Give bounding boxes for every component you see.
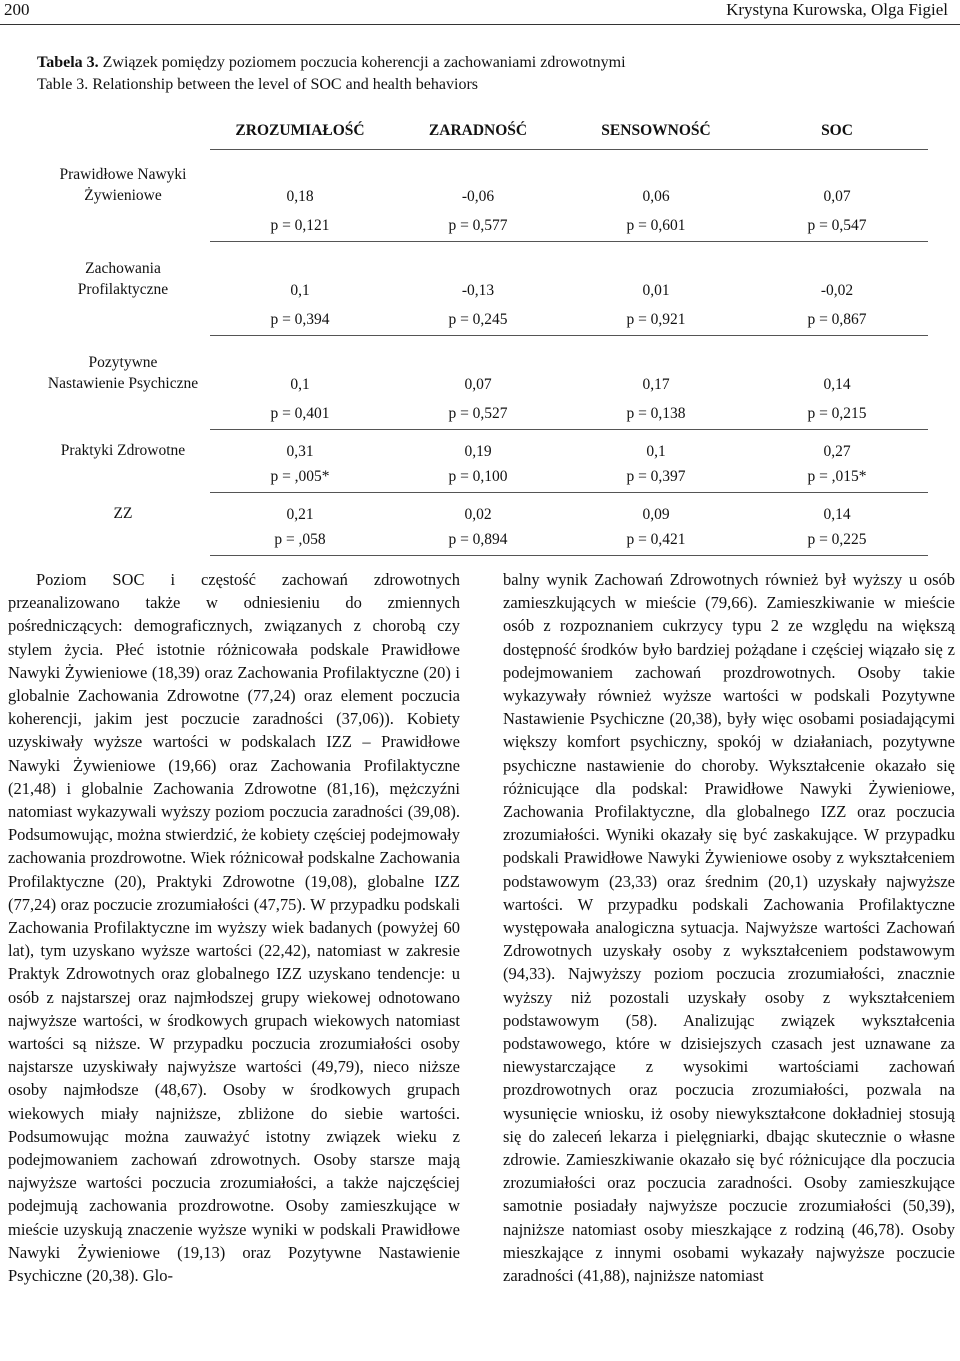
row-label-line: Nastawienie Psychiczne <box>47 375 199 392</box>
col-header: ZARADNOŚĆ <box>390 113 566 150</box>
table-row <box>36 242 928 305</box>
body-paragraph: Poziom SOC i częstość zachowań zdrowotnych przeanalizowano także w odniesieniu do zmiennych pośredniczących: demograficznych, związanych z chorobą czy stylem życia. Płeć istotnie różnicowała podskale Prawidłowe Nawyki Żywieniowe (18,39) oraz Zachowania Profilaktyczne (20) i globalnie Zachowania Zdrowotne (77,24) oraz element poczucia koherencji, jakim jest poczucie zaradności (37,06)). Kobiety uzyskiwały wyższe wartości w podskalach IZZ – Prawidłowe Nawyki Żywieniowe (19,66) oraz Zachowania Profilaktyczne (21,48) i globalnie Zachowania Zdrowotne (81,16), mężczyźni natomiast wykazywali wyższy poziom poczucia zaradności (39,08). Podsumowując, można stwierdzić, że kobiety częściej podejmowały zachowania prozdrowotne. Wiek różnicował podskalne Zachowania Profilaktyczne (20), Praktyki Zdrowotne (19,08), globalne IZZ (77,24) oraz poczucie zrozumiałości (47,75). W przypadku podskali Zachowania Profilaktyczne im wyższy wiek badanych (powyżej 60 lat), tym uzyskano wyższe wartości (22,42), natomiast w zakresie Praktyk Zdrowotnych oraz globalnego IZZ uzyskano tendencje: u osób z najstarszej oraz najmłodszej grupy wiekowej odnotowano najwyższe wartości, w środkowych grupach wiekowych natomiast wartości są niższe. W przypadku poczucia zrozumiałości osoby najstarsze uzyskiwały najwyższe wartości (49,79), nieco niższe osoby najmłodsze (48,67). Osoby w środkowych grupach wiekowych miały najniższe, zbliżone do siebie wartości. Podsumowując można zauważyć istotny związek wieku z podejmowaniem zachowań zdrowotnych. Osoby starsze mają najwyższe wartości poczucia zrozumiałości, a także najczęściej podejmują zachowania prozdrowotne. Osoby zamieszkujące w mieście uzyskują znaczenie wyższe wyniki w podskali Prawidłowe Nawyki Żywieniowe (19,13) oraz Pozytywne Nastawienie Psychiczne (20,38). Glo- <box>8 570 460 1286</box>
table-cell: 0,1 <box>290 376 310 393</box>
col-header: SENSOWNOŚĆ <box>566 113 746 150</box>
table-cell: 0,31 <box>286 443 314 460</box>
p-value-cell: p = ,015* <box>746 461 928 493</box>
table-row <box>36 430 928 462</box>
row-label <box>36 150 210 211</box>
row-label <box>36 430 210 462</box>
row-label-line: Żywieniowe <box>84 187 162 204</box>
table-cell: 0,18 <box>286 188 314 205</box>
row-label-line: Praktyki Zdrowotne <box>60 442 186 459</box>
p-value-cell: p = 0,421 <box>566 524 746 556</box>
table-cell: 0,07 <box>464 376 492 393</box>
table-cell: 0,14 <box>823 376 851 393</box>
p-value-cell: p = 0,401 <box>210 398 390 430</box>
running-header <box>0 0 960 22</box>
row-label <box>36 242 210 305</box>
p-value-cell: p = 0,394 <box>210 304 390 336</box>
row-label-line: Pozytywne <box>88 354 158 371</box>
table-cell: -0,06 <box>461 188 495 205</box>
table-cell: -0,13 <box>461 282 495 299</box>
body-paragraph: balny wynik Zachowań Zdrowotnych również był wyższy u osób zamieszkujących w mieście (79,66). Zamieszkiwanie w mieście osób z rozpoznaniem cukrzycy typu 2 ze względu na większą dostępność środków było bardziej pożądane i częściej wiązało się z podejmowaniem zachowań prozdrowotnych. Osoby takie wykazywały również wyższe wartości w podskali Pozytywne Nastawienie Psychiczne (20,38), były więc osobami posiadającymi większy komfort psychiczny, spokój w działaniach, pozytywne psychiczne nastawienie do choroby. Wykształcenie okazało się różnicujące dla podskal: Prawidłowe Nawyki Żywieniowe, Zachowania Profilaktyczne, dla globalnego IZZ oraz poczucia zrozumiałości. Wyniki okazały się być zaskakujące. W przypadku podskali Prawidłowe Nawyki Żywieniowe osoby z wykształceniem podstawowym (23,33) oraz średnim (20,1) uzyskały najwyższe wartości. W przypadku podskali Zachowania Profilaktyczne występowała analogiczna sytuacja. Najwyższe wartości Zachowań Zdrowotnych uzyskały osoby z wykształceniem podstawowym (94,33). Najwyższy poziom poczucia zrozumiałości, znacznie wyższy niż pozostali uzyskały osoby z wykształceniem podstawowym (58). Analizując związek wykształcenia podstawowego, które w dzisiejszych czasach jest uznawane za niewystarczające z wysokimi wartościami zachowań prozdrowotnych oraz poczucia zrozumiałości, pozwala na wysunięcie wniosku, iż osoby niewykształcone dokładniej stosują się do zaleceń lekarza i pielęgniarki, dbając skutecznie o własne zdrowie. Zamieszkiwanie okazało się być różnicujące dla poczucia zrozumiałości oraz poczucia zaradności. Osoby zamieszkujące samotnie posiadały najwyższe poczucie zrozumiałości (50,39), najniższe natomiast osoby mieszkające z rodziną (46,78). Osoby mieszkające z innymi osobami wykazały najwyższe poczucie zaradności (41,88), najniższe natomiast <box>503 570 955 1286</box>
header-rule <box>0 24 960 25</box>
row-label-line: Prawidłowe Nawyki <box>59 166 187 183</box>
table-cell: 0,1 <box>646 443 666 460</box>
caption-en-label: Table 3. <box>37 76 89 93</box>
table-row <box>36 336 928 399</box>
table-cell: 0,09 <box>642 506 670 523</box>
table-row-pvalues <box>36 304 928 336</box>
p-value-cell: p = 0,894 <box>390 524 566 556</box>
table-cell: 0,07 <box>823 188 851 205</box>
p-value-cell: p = 0,527 <box>390 398 566 430</box>
row-label-empty <box>36 210 210 242</box>
row-label <box>36 336 210 399</box>
p-value-cell: p = 0,577 <box>390 210 566 242</box>
p-value-cell: p = 0,397 <box>566 461 746 493</box>
caption-en-text: Relationship between the level of SOC and health behaviors <box>88 76 478 93</box>
soc-table <box>36 113 928 556</box>
table-row-pvalues <box>36 398 928 430</box>
row-label <box>36 493 210 525</box>
body-right-column <box>503 568 955 1287</box>
p-value-cell: p = 0,921 <box>566 304 746 336</box>
row-label-empty <box>36 304 210 336</box>
row-label-empty <box>36 524 210 556</box>
table-cell: 0,21 <box>286 506 314 523</box>
p-value-cell: p = 0,215 <box>746 398 928 430</box>
p-value-cell: p = ,005* <box>210 461 390 493</box>
caption-polish <box>37 52 626 74</box>
table-header-row <box>36 113 928 150</box>
p-value-cell: p = ,058 <box>210 524 390 556</box>
p-value-cell: p = 0,100 <box>390 461 566 493</box>
p-value-cell: p = 0,547 <box>746 210 928 242</box>
running-authors: Krystyna Kurowska, Olga Figiel <box>726 0 948 19</box>
body-left-column <box>8 568 460 1287</box>
row-label-line: Profilaktyczne <box>77 281 169 298</box>
table-cell: 0,01 <box>642 282 670 299</box>
p-value-cell: p = 0,121 <box>210 210 390 242</box>
table-row <box>36 493 928 525</box>
row-label-line: Zachowania <box>85 260 161 277</box>
table-cell: 0,02 <box>464 506 492 523</box>
row-label-empty <box>36 461 210 493</box>
table-row-pvalues <box>36 461 928 493</box>
col-header: SOC <box>746 113 928 150</box>
p-value-cell: p = 0,867 <box>746 304 928 336</box>
table-cell: 0,06 <box>642 188 670 205</box>
table-cell: 0,27 <box>823 443 851 460</box>
table-caption <box>37 52 626 96</box>
table-row <box>36 150 928 211</box>
p-value-cell: p = 0,225 <box>746 524 928 556</box>
p-value-cell: p = 0,601 <box>566 210 746 242</box>
table-cell: -0,02 <box>820 282 854 299</box>
col-header: ZROZUMIAŁOŚĆ <box>210 113 390 150</box>
table-row-pvalues <box>36 524 928 556</box>
row-label-empty <box>36 398 210 430</box>
p-value-cell: p = 0,138 <box>566 398 746 430</box>
header-blank <box>36 113 210 150</box>
caption-english <box>37 74 626 96</box>
p-value-cell: p = 0,245 <box>390 304 566 336</box>
caption-pl-text: Związek pomiędzy poziomem poczucia koherencji a zachowaniami zdrowotnymi <box>98 54 626 71</box>
row-label-line: ZZ <box>113 505 133 522</box>
table-cell: 0,1 <box>290 282 310 299</box>
table-row-pvalues <box>36 210 928 242</box>
caption-pl-label: Tabela 3. <box>37 54 99 71</box>
table-cell: 0,17 <box>642 376 670 393</box>
table-cell: 0,19 <box>464 443 492 460</box>
table-cell: 0,14 <box>823 506 851 523</box>
page-number: 200 <box>4 0 30 19</box>
